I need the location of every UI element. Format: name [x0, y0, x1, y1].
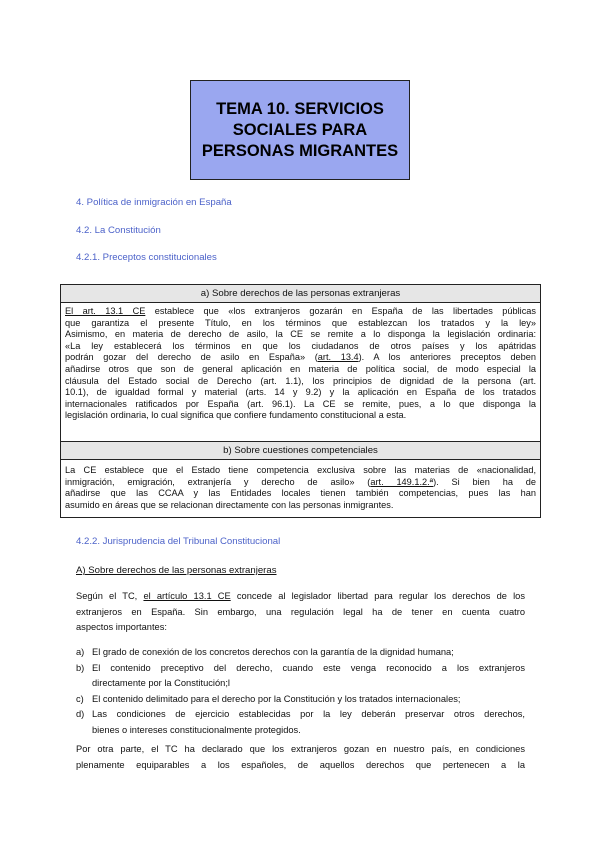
list-item: c) El contenido delimitado para el derecho por la Constitución y los tratados internacionales;	[76, 693, 461, 704]
table-section-a-title: a) Sobre derechos de las personas extranjeras	[61, 285, 540, 303]
precepts-table	[60, 284, 541, 518]
heading-4-2-1: 4.2.1. Preceptos constitucionales	[76, 252, 217, 263]
art-149-link[interactable]: art. 149.1.2.ª	[370, 476, 434, 487]
art-13-4-link[interactable]: art. 13.4	[317, 352, 359, 363]
page-title	[190, 80, 410, 180]
heading-4-2: 4.2. La Constitución	[76, 225, 161, 236]
paragraph-2: Por otra parte, el TC ha declarado que los extranjeros gozan en nuestro país, en condiciones plenamente equiparables a los españoles, de aquellos derechos que pertenecen a la	[76, 744, 525, 770]
list-item: b) El contenido preceptivo del derecho, cuando este venga reconocido a los extranjeros directamente por la Constitución;l	[76, 662, 525, 689]
title-line-1: TEMA 10. SERVICIOS	[216, 99, 384, 118]
title-line-2: SOCIALES PARA	[232, 120, 368, 139]
heading-4: 4. Política de inmigración en España	[76, 197, 232, 208]
table-section-b-body: La CE establece que el Estado tiene competencia exclusiva sobre las materias de «nacionalidad, inmigración, emigración, extranjería y derecho de asilo» (art. 149.1.2.ª). Si bien ha de añadirse que las CCAA y las Entidades locales tienen también competencias, pues las han asumido en áreas que se relacionan directamente con las personas inmigrantes.	[65, 465, 536, 510]
art-13-1-link[interactable]: El art. 13.1 CE	[65, 306, 146, 316]
table-section-a-body: El art. 13.1 CE establece que «los extranjeros gozarán en España de las libertades públicas que garantiza el presente Título, en los términos que establezcan los tratados y la ley» Asimismo, en materia de derecho de asilo, la CE se remite a lo disponga la legislación ordinaria: «La ley establecerá los términos en que los ciudadanos de otros países y los apátridas podrán gozar del derecho de asilo en España» (art. 13.4). A los anteriores preceptos deben añadirse otros que son de general aplicación en materia de política social, de modo especial la cláusula del Estado social de Derecho (art. 1.1), los principios de dignidad de la persona (art. 10.1), de igualdad formal y material (arts. 14 y 9.2) y la aplicación en España de los tratados internacionales ratificados por España (art. 96.1). La CE se remite, pues, a lo que disponga la legislación ordinaria, lo cual significa que confiere fundamento constitucional a esta.	[65, 306, 536, 421]
title-line-3: PERSONAS MIGRANTES	[201, 141, 399, 160]
art-13-1-inline-link[interactable]: el artículo 13.1 CE	[143, 591, 231, 601]
section-a-heading: A) Sobre derechos de las personas extranjeras	[76, 565, 277, 576]
list-item: a) El grado de conexión de los concretos derechos con la garantía de la dignidad humana;	[76, 647, 454, 657]
table-section-b-title: b) Sobre cuestiones competenciales	[61, 441, 540, 460]
aspects-list	[76, 645, 525, 739]
paragraph-1: Según el TC, el artículo 13.1 CE concede al legislador libertad para regular los derechos de los extranjeros en España. Sin embargo, una regulación legal ha de tener en cuenta cuatro aspectos importantes:	[76, 591, 525, 633]
heading-4-2-2: 4.2.2. Jurisprudencia del Tribunal Constitucional	[76, 536, 281, 547]
list-item: d) Las condiciones de ejercicio establecidas por la ley deberán preservar otros derechos, bienes o intereses constitucionalmente protegidos.	[76, 709, 525, 735]
